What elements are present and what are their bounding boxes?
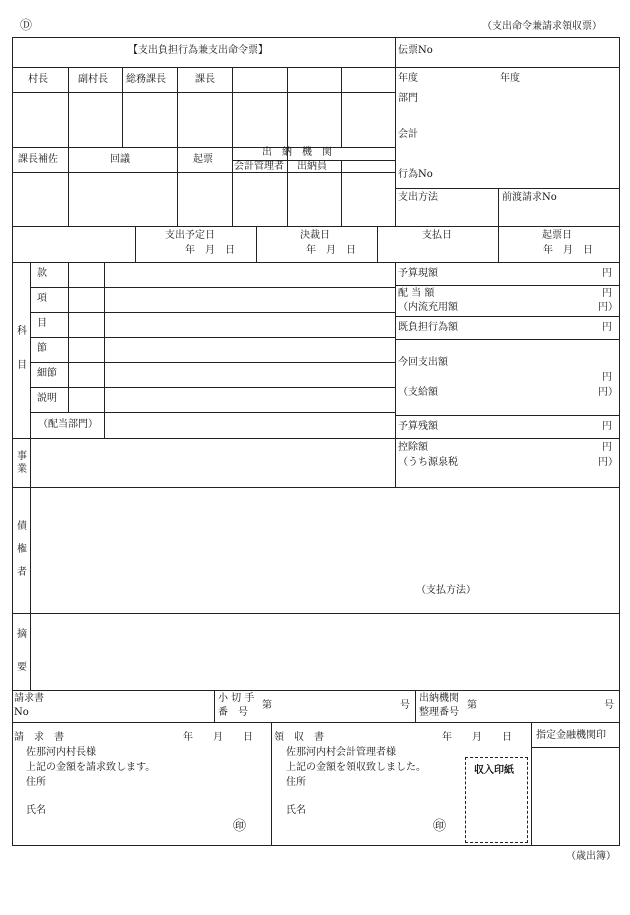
form-title: 【支出負担行為兼支出命令票】	[128, 45, 268, 56]
claim-title: 請 求 書	[14, 732, 64, 743]
konkai-shishutsu-yen: 円	[602, 372, 612, 383]
yosan-gengaku-label: 予算現額	[398, 268, 438, 279]
doc-type-title: （支出命令兼請求領収票）	[482, 21, 602, 32]
kamoku-label-1: 科	[17, 326, 27, 337]
jigyo-label-2: 業	[17, 464, 27, 475]
tekiyo-label-2: 要	[17, 662, 27, 673]
shishutsu-yotei-label: 支出予定日	[165, 230, 215, 241]
kamoku-setsumei: 説明	[37, 393, 57, 404]
kogitte-dai: 第	[262, 700, 272, 711]
receipt-name-label: 氏名	[286, 805, 306, 816]
naiyu-juyogaku-label: （内流充用額	[398, 302, 458, 313]
konkai-shishutsu-label: 今回支出額	[398, 357, 448, 368]
yosan-zangaku-label: 予算残額	[398, 421, 438, 432]
kamoku-kou: 項	[37, 293, 47, 304]
kamoku-setsu: 節	[37, 343, 47, 354]
kogitte-go: 号	[400, 700, 410, 711]
suitou-kikan-row-label: 出納機関	[419, 693, 459, 704]
saikensha-label-3: 者	[17, 567, 27, 578]
approver-somukacho: 総務課長	[126, 74, 166, 85]
kamoku-label-2: 目	[17, 360, 27, 371]
haito-bumon-label: （配当部門）	[38, 419, 98, 430]
kogitte-label: 小 切 手	[218, 693, 255, 704]
footer-saishutsubo: （歳出簿）	[566, 851, 616, 862]
seikyusho-label: 請求書	[14, 693, 44, 704]
receipt-addressee: 佐那河内村会計管理者様	[286, 747, 396, 758]
kihyo-label: 起票日	[542, 230, 572, 241]
claim-addressee: 佐那河内村長様	[26, 747, 96, 758]
shikyu-gaku-label: （支給額	[398, 387, 438, 398]
kamoku-saisetsu: 細節	[37, 368, 57, 379]
seiri-dai: 第	[467, 700, 477, 711]
bumon-label: 部門	[398, 93, 418, 104]
shiharai-houhou-note: （支払方法）	[416, 585, 476, 596]
kamoku-kan: 款	[37, 268, 47, 279]
approver-kacho: 課長	[195, 74, 215, 85]
kifutan-label: 既負担行為額	[398, 322, 458, 333]
receipt-date: 年 月 日	[442, 732, 512, 743]
koujo-gaku-label: 控除額	[398, 442, 428, 453]
kessai-label: 決裁日	[300, 230, 330, 241]
receipt-body: 上記の金額を領収致しました。	[286, 762, 426, 773]
approver-soncho: 村長	[28, 74, 48, 85]
claim-date: 年 月 日	[183, 732, 253, 743]
haito-gaku-yen: 円	[602, 288, 612, 299]
seiri-go: 号	[604, 700, 614, 711]
receipt-address-label: 住所	[286, 777, 306, 788]
yosan-gengaku-yen: 円	[602, 268, 612, 279]
claim-address-label: 住所	[26, 777, 46, 788]
koujo-gaku-yen: 円	[602, 442, 612, 453]
naiyu-juyogaku-yen: 円）	[598, 302, 618, 313]
kaikei-kanrisha-label: 会計管理者	[234, 161, 284, 172]
kogitte-bango-label: 番 号	[218, 707, 248, 718]
shiharai-houhou-label: 支出方法	[398, 192, 438, 203]
maewatashi-no-label: 前渡請求No	[502, 192, 557, 203]
form-mark: Ⓓ	[20, 18, 33, 32]
gensen-zei-yen: 円）	[598, 457, 618, 468]
receipt-seal: ㊞	[433, 819, 447, 834]
seikyusho-no-label: No	[14, 707, 29, 718]
yosan-zangaku-yen: 円	[602, 421, 612, 432]
kessai-date: 年 月 日	[306, 245, 356, 256]
nendo-label-1: 年度	[398, 73, 418, 84]
shishutsu-yotei-date: 年 月 日	[185, 245, 235, 256]
revenue-stamp-label: 収入印紙	[474, 765, 514, 776]
gensen-zei-label: （うち源泉税	[398, 457, 458, 468]
tekiyo-label-1: 摘	[17, 629, 27, 640]
shikyu-gaku-yen: 円）	[598, 387, 618, 398]
saikensha-label-1: 債	[17, 521, 27, 532]
kamoku-moku: 目	[37, 318, 47, 329]
seiri-bango-label: 整理番号	[419, 707, 459, 718]
claim-name-label: 氏名	[26, 805, 46, 816]
koui-no-label: 行為No	[398, 169, 433, 180]
approver-kaigi: 回議	[110, 154, 130, 165]
suitouin-label: 出納員	[297, 161, 327, 172]
approver-kacho-hosa: 課長補佐	[18, 154, 58, 165]
denpyo-no-label: 伝票No	[398, 45, 433, 56]
kihyo-date: 年 月 日	[543, 245, 593, 256]
nendo-label-2: 年度	[500, 73, 520, 84]
claim-seal: ㊞	[233, 819, 247, 834]
receipt-title: 領 収 書	[274, 732, 324, 743]
haito-gaku-label: 配 当 額	[398, 288, 435, 299]
approver-fukusoncho: 副村長	[78, 74, 108, 85]
shiharai-label: 支払日	[422, 230, 452, 241]
kifutan-yen: 円	[602, 322, 612, 333]
approver-kihyo: 起票	[193, 154, 213, 165]
designated-bank-label: 指定金融機関印	[536, 730, 606, 741]
kaikei-label: 会計	[398, 129, 418, 140]
saikensha-label-2: 権	[17, 544, 27, 555]
jigyo-label-1: 事	[17, 451, 27, 462]
claim-body: 上記の金額を請求致します。	[26, 762, 156, 773]
suitou-kikan-label: 出 納 機 関	[262, 147, 332, 158]
